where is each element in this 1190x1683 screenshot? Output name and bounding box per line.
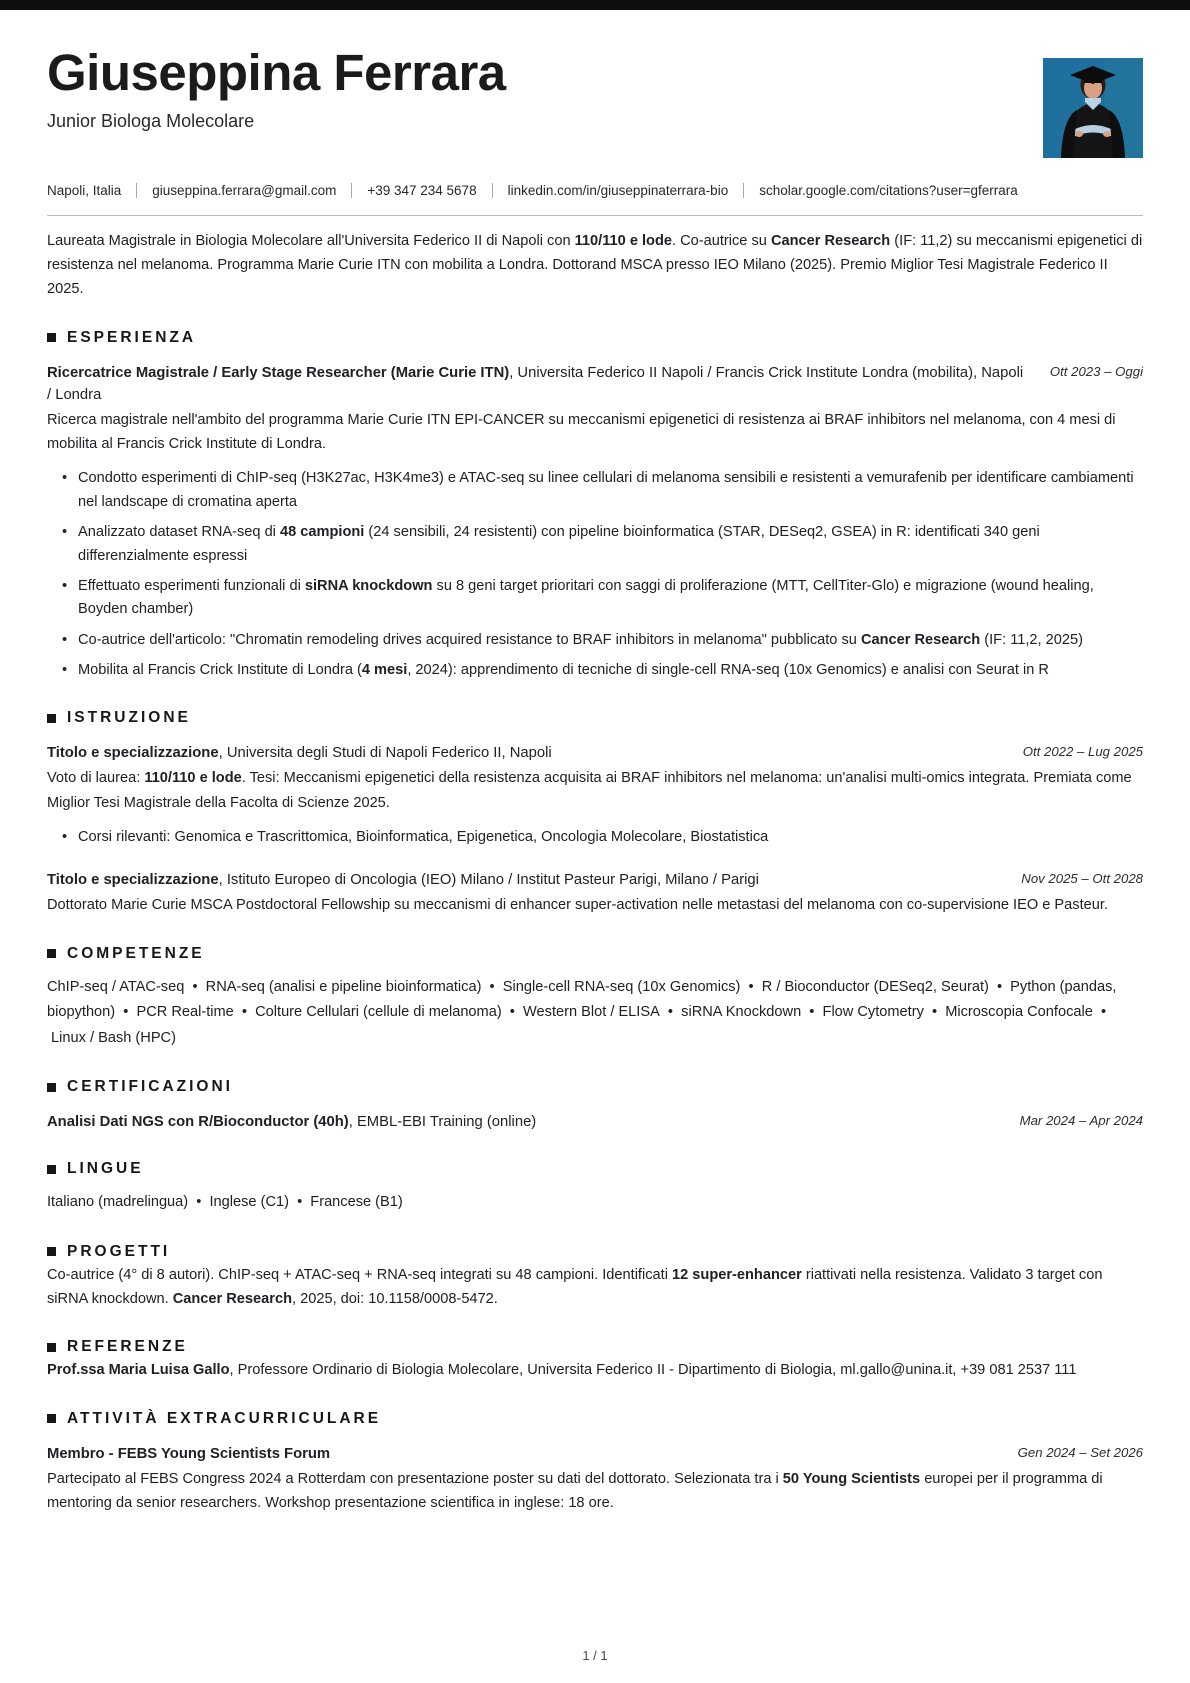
section-bullet-square bbox=[47, 1343, 56, 1352]
page-number: 1 / 1 bbox=[582, 1648, 608, 1663]
section-heading bbox=[47, 1160, 1143, 1178]
section-heading bbox=[47, 1338, 1143, 1356]
entry-header bbox=[47, 1111, 1143, 1133]
section-bullet-square bbox=[47, 333, 56, 342]
graduation-portrait-illustration bbox=[1043, 58, 1143, 158]
section-bullet-square bbox=[47, 949, 56, 958]
profile-photo bbox=[1043, 58, 1143, 158]
skills-list: ChIP-seq / ATAC-seq • RNA-seq (analisi e pipeline bioinformatica) • Single-cell RNA-seq (10x Genomics) • R / Bioconductor (DESeq2, Seurat) • Python (pandas, biopython) • PCR Real-time • Colture Cellulari (cellule di melanoma) • Western Blot / ELISA • siRNA Knockdown • Flow Cytometry • Microscopia Confocale • Linux / Bash (HPC) bbox=[47, 978, 1117, 1046]
entry-title: Titolo e specializzazione, Universita degli Studi di Napoli Federico II, Napoli bbox=[47, 745, 552, 762]
section-title: LINGUE bbox=[67, 1160, 144, 1178]
section-title: REFERENZE bbox=[67, 1338, 188, 1356]
section-heading bbox=[47, 1410, 1143, 1428]
project-description: Co-autrice (4° di 8 autori). ChIP-seq + ATAC-seq + RNA-seq integrati su 48 campioni. Identificati 12 super-enhancer riattivati nella resistenza. Validato 3 target con siRNA knockdown. Cancer Research, 2025, doi: 10.1158/0008-5472. bbox=[47, 1266, 1103, 1308]
summary-paragraph: Laureata Magistrale in Biologia Molecolare all'Universita Federico II di Napoli con 110/110 e lode. Co-autrice su Cancer Research (IF: 11,2) su meccanismi epigenetici di resistenza nel melanoma. Programma Marie Curie ITN con mobilita a Londra. Dottorand MSCA presso IEO Milano (2025). Premio Miglior Tesi Magistrale Federico II 2025. bbox=[47, 233, 1143, 298]
job-title: Junior Biologa Molecolare bbox=[47, 110, 255, 131]
entry-header bbox=[47, 869, 1143, 891]
section-istruzione bbox=[47, 709, 1143, 917]
section-title: ISTRUZIONE bbox=[67, 709, 191, 727]
section-progetti bbox=[47, 1243, 1143, 1311]
contact-separator bbox=[136, 183, 137, 198]
section-heading bbox=[47, 709, 1143, 727]
bullet-item: • Effettuato esperimenti funzionali di siRNA knockdown su 8 geni target prioritari con saggi di proliferazione (MTT, CellTiter-Glo) e migrazione (wound healing, Boyden chamber) bbox=[78, 575, 1143, 622]
section-certificazioni bbox=[47, 1078, 1143, 1133]
contact-phone: +39 347 234 5678 bbox=[367, 183, 477, 198]
reference-description: Prof.ssa Maria Luisa Gallo, Professore Ordinario di Biologia Molecolare, Universita Federico II - Dipartimento di Biologia, ml.gallo@unina.it, +39 081 2537 111 bbox=[47, 1362, 1077, 1379]
section-referenze bbox=[47, 1338, 1143, 1382]
entry-header bbox=[47, 742, 1143, 764]
section-title: PROGETTI bbox=[67, 1242, 171, 1260]
experience-entry bbox=[47, 362, 1143, 683]
header-divider bbox=[47, 215, 1143, 216]
entry-date: Ott 2022 – Lug 2025 bbox=[1022, 744, 1143, 760]
section-heading bbox=[47, 329, 1143, 347]
entry-description: Voto di laurea: 110/110 e lode. Tesi: Meccanismi epigenetici della resistenza acquisita ai BRAF inhibitors nel melanoma: un'analisi multi-omics integrata. Premiata come Miglior Tesi Magistrale della Facolta di Scienze 2025. bbox=[47, 770, 1132, 811]
certification-entry bbox=[47, 1111, 1143, 1133]
contact-separator bbox=[743, 183, 744, 198]
header bbox=[47, 46, 1143, 158]
top-accent-bar bbox=[0, 0, 1190, 10]
section-bullet-square bbox=[47, 1165, 56, 1174]
section-heading bbox=[47, 1078, 1143, 1096]
contact-separator bbox=[492, 183, 493, 198]
entry-date: Ott 2023 – Oggi bbox=[1049, 363, 1143, 379]
section-title: ESPERIENZA bbox=[67, 328, 197, 346]
section-title: ATTIVITÀ EXTRACURRICULARE bbox=[67, 1409, 382, 1427]
entry-description: Dottorato Marie Curie MSCA Postdoctoral Fellowship su meccanismi di enhancer super-activation nelle metastasi del melanoma con co-supervisione IEO e Pasteur. bbox=[47, 897, 1108, 914]
bullet-item: • Condotto esperimenti di ChIP-seq (H3K27ac, H3K4me3) e ATAC-seq su linee cellulari di melanoma sensibili e resistenti a vemurafenib per identificare cambiamenti nel landscape di cromatina aperta bbox=[78, 467, 1143, 514]
section-bullet-square bbox=[47, 1247, 56, 1256]
contact-location: Napoli, Italia bbox=[47, 183, 122, 198]
section-title: COMPETENZE bbox=[67, 944, 205, 962]
contact-email: giuseppina.ferrara@gmail.com bbox=[152, 183, 337, 198]
section-competenze bbox=[47, 945, 1143, 1052]
section-heading bbox=[47, 945, 1143, 963]
bullet-item: • Co-autrice dell'articolo: "Chromatin remodeling drives acquired resistance to BRAF inhibitors in melanoma" pubblicato su Cancer Research (IF: 11,2, 2025) bbox=[78, 629, 1143, 652]
resume-content bbox=[0, 46, 1190, 1515]
person-name: Giuseppina Ferrara bbox=[47, 44, 506, 101]
entry-header bbox=[47, 362, 1143, 406]
contact-row bbox=[47, 183, 1143, 198]
entry-title: Membro - FEBS Young Scientists Forum bbox=[47, 1445, 331, 1462]
entry-date: Nov 2025 – Ott 2028 bbox=[1021, 871, 1143, 887]
entry-header bbox=[47, 1443, 1143, 1465]
entry-title: Titolo e specializzazione, Istituto Europeo di Oncologia (IEO) Milano / Institut Pasteur Parigi, Milano / Parigi bbox=[47, 872, 759, 889]
entry-date: Gen 2024 – Set 2026 bbox=[1017, 1444, 1143, 1460]
section-heading bbox=[47, 1243, 1143, 1261]
bullet-item: • Mobilita al Francis Crick Institute di Londra (4 mesi, 2024): apprendimento di tecniche di single-cell RNA-seq (10x Genomics) e analisi con Seurat in R bbox=[78, 659, 1143, 682]
section-bullet-square bbox=[47, 714, 56, 723]
bullet-item: • Corsi rilevanti: Genomica e Trascrittomica, Bioinformatica, Epigenetica, Oncologia Molecolare, Biostatistica bbox=[78, 826, 1143, 849]
section-esperienza bbox=[47, 329, 1143, 683]
header-text-block bbox=[47, 46, 506, 132]
languages-list: Italiano (madrelingua) • Inglese (C1) • Francese (B1) bbox=[47, 1194, 403, 1211]
extracurricular-entry bbox=[47, 1443, 1143, 1516]
section-bullet-square bbox=[47, 1083, 56, 1092]
section-extracurricular bbox=[47, 1410, 1143, 1516]
education-entry bbox=[47, 869, 1143, 917]
entry-title: Ricercatrice Magistrale / Early Stage Researcher (Marie Curie ITN), Universita Federico II Napoli / Francis Crick Institute Londra (mobilita), Napoli / Londra bbox=[47, 364, 1024, 403]
entry-description: Partecipato al FEBS Congress 2024 a Rotterdam con presentazione poster su dati del dottorato. Selezionata tra i 50 Young Scientists europei per il programma di mentoring da senior researchers. Workshop presentazione scientifica in inglese: 18 ore. bbox=[47, 1470, 1103, 1511]
contact-linkedin: linkedin.com/in/giuseppinaterrara-bio bbox=[507, 183, 729, 198]
entry-description: Ricerca magistrale nell'ambito del programma Marie Curie ITN EPI-CANCER su meccanismi epigenetici di resistenza ai BRAF inhibitors nel melanoma, con 4 mesi di mobilita al Francis Crick Institute di Londra. bbox=[47, 412, 1116, 453]
contact-scholar: scholar.google.com/citations?user=gferrara bbox=[759, 183, 1018, 198]
contact-separator bbox=[351, 183, 352, 198]
experience-bullet-list bbox=[47, 467, 1143, 682]
section-bullet-square bbox=[47, 1414, 56, 1423]
entry-title: Analisi Dati NGS con R/Bioconductor (40h), EMBL-EBI Training (online) bbox=[47, 1114, 537, 1131]
entry-date: Mar 2024 – Apr 2024 bbox=[1019, 1113, 1143, 1129]
education-bullet-list bbox=[47, 826, 1143, 849]
section-title: CERTIFICAZIONI bbox=[67, 1078, 233, 1096]
bullet-item: • Analizzato dataset RNA-seq di 48 campioni (24 sensibili, 24 resistenti) con pipeline bioinformatica (STAR, DESeq2, GSEA) in R: identificati 340 geni differenzialmente espressi bbox=[78, 521, 1143, 568]
education-entry bbox=[47, 742, 1143, 849]
section-lingue bbox=[47, 1160, 1143, 1216]
